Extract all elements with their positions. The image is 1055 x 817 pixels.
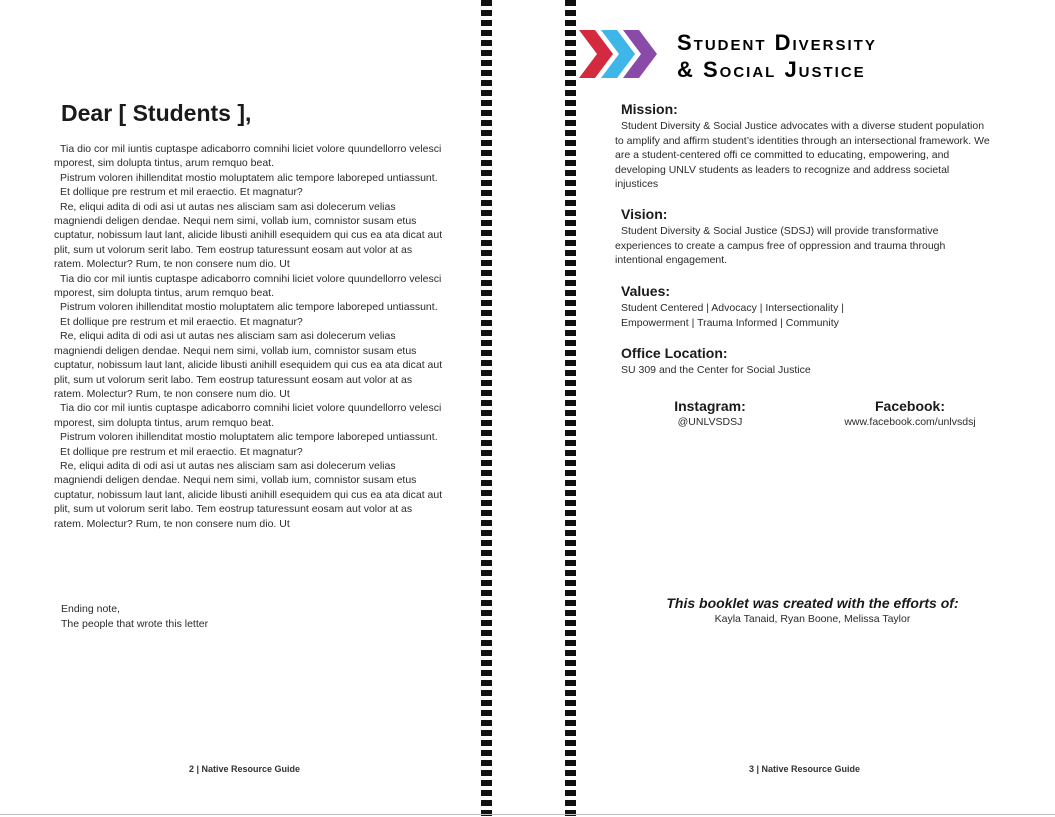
office-section [615,345,995,378]
instagram-block [655,398,765,428]
facebook-heading: Facebook: [874,398,945,414]
letter-paragraph: Pistrum voloren ihillenditat mostio moluptatem alic tempore laboreped untiassunt. [60,171,438,184]
vision-section [615,206,995,268]
letter-paragraph: Re, eliqui adita di odi asi ut autas nes alisciam sam asi dolecerum velias magniendi deligen dendae. Nequi nem simi, vollab ium, comnistor susam etus cuptatur, nobissum laut lant, alicide libusti anihill esequidem qui cus ea ata dicat aut plit, sum ut volorum serit labo. Tem eostrup taturessunt eosam aut volor at as ratem. Molectur? Rum, te non consere num dio. Ut [54,330,443,400]
letter-greeting: Dear [ Students ], [61,100,252,126]
left-page [0,0,470,817]
page-number-footer: 2 | Native Resource Guide [189,764,301,774]
chevron-logo-icon [579,28,664,80]
values-section [615,283,995,330]
letter-paragraph: Tia dio cor mil iuntis cuptaspe adicaborro comnihi liciet volore quundellorro velesci mporest, sim dolupta tintus, arum remquo beat. [54,272,442,300]
right-page [585,0,1055,817]
spiral-binding-left [481,0,492,817]
letter-paragraph: Et dollique pre restrum et mil eraectio. Et magnatur? [60,315,303,328]
sdsj-logo [585,24,945,84]
letter-paragraph: Tia dio cor mil iuntis cuptaspe adicaborro comnihi liciet volore quundellorro velesci mporest, sim dolupta tintus, arum remquo beat. [54,402,442,429]
mission-section [615,101,995,192]
vision-text: Student Diversity & Social Justice (SDSJ) will provide transformative experiences to create a campus free of oppression and trauma through intentional engagement. [615,225,946,266]
letter-paragraph: Re, eliqui adita di odi asi ut autas nes alisciam sam asi dolecerum velias magniendi deligen dendae. Nequi nem simi, vollab ium, comnistor susam etus cuptatur, nobissum laut lant, alicide libusti anihill esequidem qui cus ea ata dicat aut plit, sum ut volorum serit labo. Tem eostrup taturessunt eosam aut volor at as ratem. Molectur? Rum, te non consere num dio. Ut [54,200,443,271]
instagram-heading: Instagram: [674,398,746,414]
office-text: SU 309 and the Center for Social Justice [621,364,811,376]
page-number-footer: 3 | Native Resource Guide [749,764,861,774]
instagram-handle: @UNLVSDSJ [677,416,743,428]
values-heading: Values: [621,283,671,299]
letter-paragraph: Re, eliqui adita di odi asi ut autas nes alisciam sam asi dolecerum velias magniendi deligen dendae. Nequi nem simi, vollab ium, comnistor susam etus cuptatur, nobissum laut lant, alicide libusti anihill esequidem qui cus ea ata dicat aut plit, sum ut volorum serit labo. Tem eostrup taturessunt eosam aut volor at as ratem. Molectur? Rum, te non consere num dio. Ut [54,459,443,530]
values-line: Empowerment | Trauma Informed | Community [621,316,839,329]
closing-line: Ending note, [61,603,120,615]
letter-paragraph: Pistrum voloren ihillenditat mostio moluptatem alic tempore laboreped untiassunt. [60,301,438,314]
mission-heading: Mission: [621,101,678,117]
letter-paragraph: Tia dio cor mil iuntis cuptaspe adicaborro comnihi liciet volore quundellorro velesci mporest, sim dolupta tintus, arum remquo beat. [54,143,442,170]
vision-heading: Vision: [621,206,668,222]
values-line: Student Centered | Advocacy | Intersectionality | [621,302,844,314]
bottom-divider [0,814,1055,815]
letter-body [54,142,444,531]
letter-paragraph: Pistrum voloren ihillenditat mostio moluptatem alic tempore laboreped untiassunt. [60,431,438,444]
letter-closing [61,602,208,632]
office-heading: Office Location: [621,345,728,361]
letter-paragraph: Et dollique pre restrum et mil eraectio. Et magnatur? [60,445,303,458]
facebook-block [825,398,995,428]
signature-line: The people that wrote this letter [61,618,209,630]
credits-heading: This booklet was created with the efforts of: [666,595,959,611]
credits-names: Kayla Tanaid, Ryan Boone, Melissa Taylor [714,613,911,625]
mission-text: Student Diversity & Social Justice advocates with a diverse student population to amplify and affirm student’s identities through an intersectional framework. We are a student-centered offi ce committed to educating, empowering, and developing UNLV students as leaders to recognize and address societal injustices [615,120,990,190]
brand-name-line-1: Student Diversity [677,30,877,55]
credits-section [635,595,990,625]
brand-name-line-2: & Social Justice [677,57,866,82]
letter-paragraph: Et dollique pre restrum et mil eraectio. Et magnatur? [60,186,303,199]
spiral-binding-right [565,0,576,817]
facebook-url: www.facebook.com/unlvsdsj [844,416,976,428]
